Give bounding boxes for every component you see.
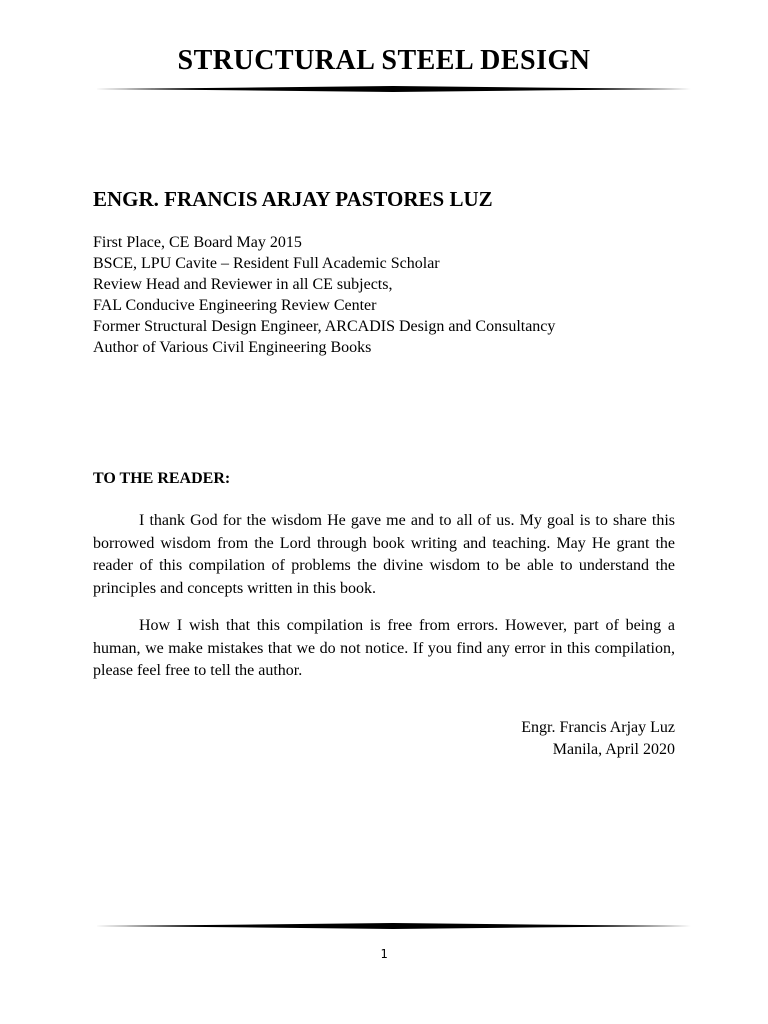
to-reader-heading: TO THE READER:: [93, 470, 231, 487]
reader-paragraph-2: How I wish that this compilation is free from errors. However, part of being a human, we make mistakes that we do not notice. If you find any error in this compilation, please feel free to tell the author.: [93, 617, 675, 679]
signature-name: Engr. Francis Arjay Luz: [521, 719, 675, 736]
credential-line: BSCE, LPU Cavite – Resident Full Academic Scholar: [93, 255, 440, 272]
author-credentials: [93, 232, 555, 358]
header-divider: [95, 86, 691, 92]
credential-line: Author of Various Civil Engineering Books: [93, 339, 372, 356]
page-number: 1: [380, 947, 388, 961]
credential-line: Review Head and Reviewer in all CE subjects,: [93, 276, 393, 293]
page-title: STRUCTURAL STEEL DESIGN: [177, 45, 591, 76]
credential-line: Former Structural Design Engineer, ARCADIS Design and Consultancy: [93, 318, 556, 335]
reader-paragraph-1: I thank God for the wisdom He gave me and to all of us. My goal is to share this borrowed wisdom from the Lord through book writing and teaching. May He grant the reader of this compilation of problems the divine wisdom to be able to understand the principles and concepts written in this book.: [93, 512, 675, 597]
signature-block: [521, 717, 675, 761]
credential-line: First Place, CE Board May 2015: [93, 234, 302, 251]
author-name: ENGR. FRANCIS ARJAY PASTORES LUZ: [93, 187, 493, 211]
credential-line: FAL Conducive Engineering Review Center: [93, 297, 377, 314]
signature-place-date: Manila, April 2020: [552, 741, 675, 758]
footer-divider: [95, 923, 691, 929]
